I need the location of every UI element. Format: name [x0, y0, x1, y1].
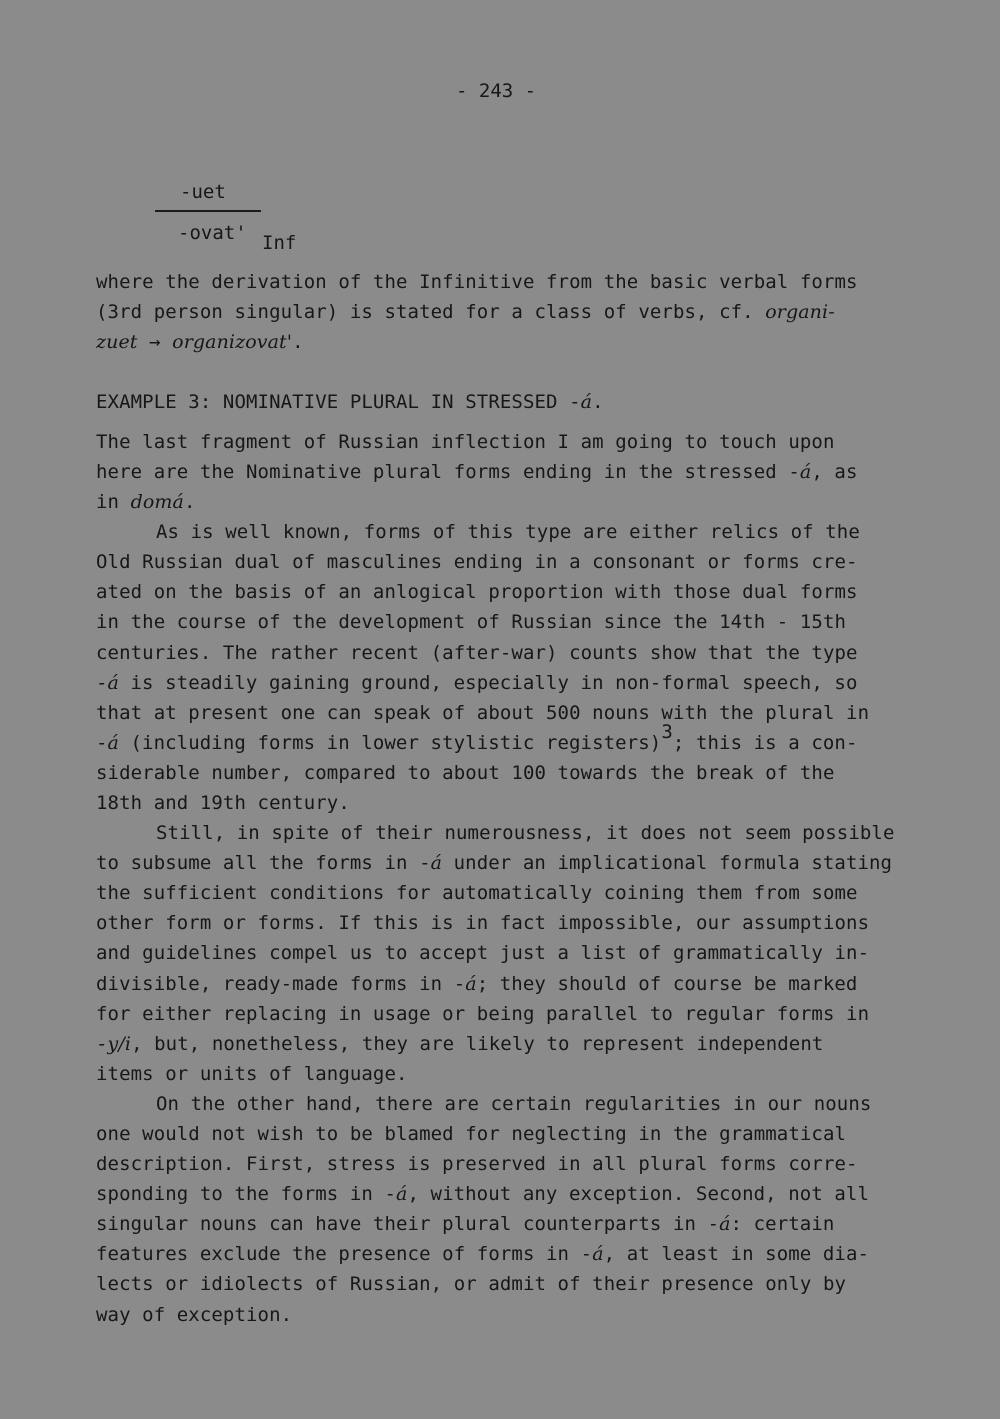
text-line: to subsume all the forms in -á under an implicational formula stating	[96, 852, 893, 874]
formula-subscript: Inf	[262, 232, 297, 254]
footnote-marker: 3	[661, 721, 673, 743]
text-line: here are the Nominative plural forms ending in the stressed -á, as	[96, 461, 858, 483]
arrow-icon: →	[137, 331, 173, 353]
text-line: one would not wish to be blamed for neglecting in the grammatical	[96, 1123, 847, 1145]
text-line: -y/i, but, nonetheless, they are likely to represent independent	[96, 1033, 824, 1055]
text-line: and guidelines compel us to accept just a list of grammatically in-	[96, 942, 870, 964]
text-line: ated on the basis of an anlogical proportion with those dual forms	[96, 581, 858, 603]
text-line: sponding to the forms in -á, without any exception. Second, not all	[96, 1183, 870, 1205]
text-line: Still, in spite of their numerousness, it does not seem possible	[156, 822, 895, 844]
text-line: divisible, ready-made forms in -á; they should of course be marked	[96, 973, 858, 995]
text-line: that at present one can speak of about 500 nouns with the plural in	[96, 702, 870, 724]
text-line: On the other hand, there are certain regularities in our nouns	[156, 1093, 872, 1115]
formula-denominator: -ovat'	[178, 222, 247, 244]
text-line: singular nouns can have their plural counterparts in -á: certain	[96, 1213, 835, 1235]
fraction-bar	[155, 210, 261, 212]
text-line: Old Russian dual of masculines ending in a consonant or forms cre-	[96, 551, 858, 573]
text-line: siderable number, compared to about 100 towards the break of the	[96, 762, 835, 784]
text-line: lects or idiolects of Russian, or admit of their presence only by	[96, 1273, 847, 1295]
text-line: in the course of the development of Russian since the 14th - 15th	[96, 611, 847, 633]
page-number: - 243 -	[456, 80, 537, 102]
text-line: way of exception.	[96, 1304, 293, 1326]
section-heading: EXAMPLE 3: NOMINATIVE PLURAL IN STRESSED -á.	[96, 391, 604, 413]
text-line: zuet → organizovat'.	[96, 331, 304, 353]
text-line: for either replacing in usage or being parallel to regular forms in	[96, 1003, 870, 1025]
text-line: -á is steadily gaining ground, especially in non-formal speech, so	[96, 672, 858, 694]
text-line: other form or forms. If this is in fact impossible, our assumptions	[96, 912, 870, 934]
text-line: 18th and 19th century.	[96, 792, 350, 814]
text-line: items or units of language.	[96, 1063, 408, 1085]
text-line: where the derivation of the Infinitive from the basic verbal forms	[96, 271, 858, 293]
text-line: description. First, stress is preserved in all plural forms corre-	[96, 1153, 858, 1175]
text-line: centuries. The rather recent (after-war) counts show that the type	[96, 642, 858, 664]
text-line: As is well known, forms of this type are either relics of the	[156, 521, 860, 543]
text-line: The last fragment of Russian inflection I am going to touch upon	[96, 431, 835, 453]
text-line: in domá.	[96, 491, 196, 513]
text-line: (3rd person singular) is stated for a class of verbs, cf. organi-	[96, 301, 835, 323]
formula-numerator: -uet	[180, 181, 226, 203]
text-line: the sufficient conditions for automatically coining them from some	[96, 882, 858, 904]
text-line: features exclude the presence of forms in -á, at least in some dia-	[96, 1243, 870, 1265]
text-line: -á (including forms in lower stylistic registers)3; this is a con-	[96, 721, 858, 754]
